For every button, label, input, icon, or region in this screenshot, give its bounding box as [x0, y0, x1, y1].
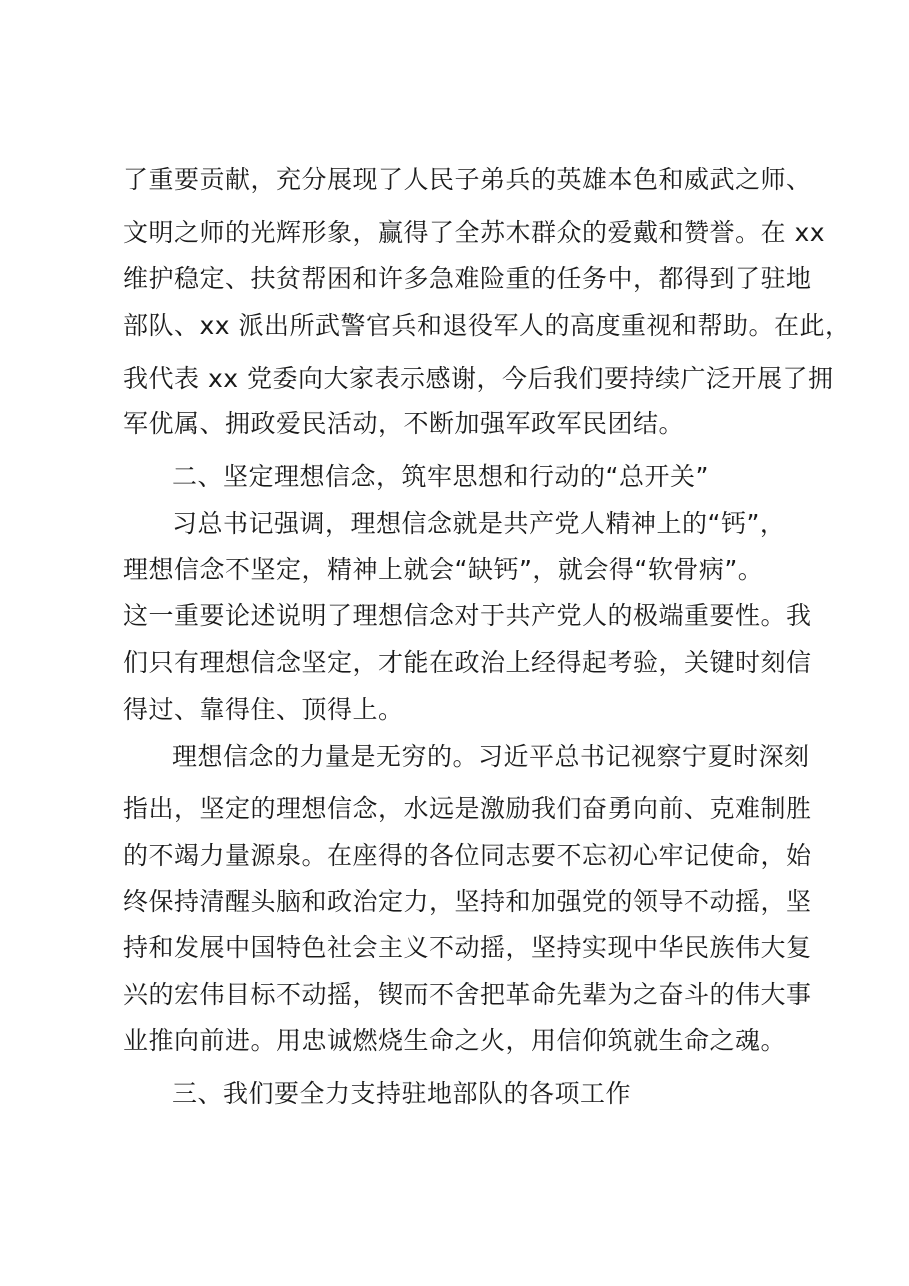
section-heading: 二、坚定理想信念，筑牢思想和行动的“总开关” — [172, 462, 709, 491]
text-line: 这一重要论述说明了理想信念对于共产党人的极端重要性。我 — [123, 601, 812, 630]
section-heading: 三、我们要全力支持驻地部队的各项工作 — [172, 1079, 632, 1108]
text-line: 军优属、拥政爱民活动，不断加强军政军民团结。 — [123, 409, 685, 438]
text-line: 理想信念不坚定，精神上就会“缺钙”，就会得“软骨病”。 — [123, 555, 764, 584]
text-line: 了重要贡献，充分展现了人民子弟兵的英雄本色和威武之师、 — [123, 165, 812, 194]
text-line: 习总书记强调，理想信念就是共产党人精神上的“钙”， — [172, 509, 786, 538]
text-line: 终保持清醒头脑和政治定力，坚持和加强党的领导不动摇，坚 — [123, 887, 812, 916]
text-line: 兴的宏伟目标不动摇，锲而不舍把革命先辈为之奋斗的伟大事 — [123, 980, 812, 1009]
text-line: 业推向前进。用忠诚燃烧生命之火，用信仰筑就生命之魂。 — [123, 1026, 787, 1055]
text-line: 维护稳定、扶贫帮困和许多急难险重的任务中，都得到了驻地 — [123, 264, 812, 293]
text-line: 持和发展中国特色社会主义不动摇，坚持实现中华民族伟大复 — [123, 933, 812, 962]
text-line: 理想信念的力量是无穷的。习近平总书记视察宁夏时深刻 — [172, 742, 810, 771]
text-line: 们只有理想信念坚定，才能在政治上经得起考验，关键时刻信 — [123, 648, 812, 677]
text-line: 文明之师的光辉形象，赢得了全苏木群众的爱戴和赞誉。在 xx — [123, 218, 826, 247]
text-line: 我代表 xx 党委向大家表示感谢，今后我们要持续广泛开展了拥 — [123, 364, 834, 393]
text-line: 指出，坚定的理想信念，水远是激励我们奋勇向前、克难制胜 — [123, 794, 812, 823]
text-line: 得过、靠得住、顶得上。 — [123, 695, 404, 724]
text-line: 部队、xx 派出所武警官兵和退役军人的高度重视和帮助。在此， — [123, 311, 851, 340]
text-line: 的不竭力量源泉。在座得的各位同志要不忘初心牢记使命，始 — [123, 841, 812, 870]
